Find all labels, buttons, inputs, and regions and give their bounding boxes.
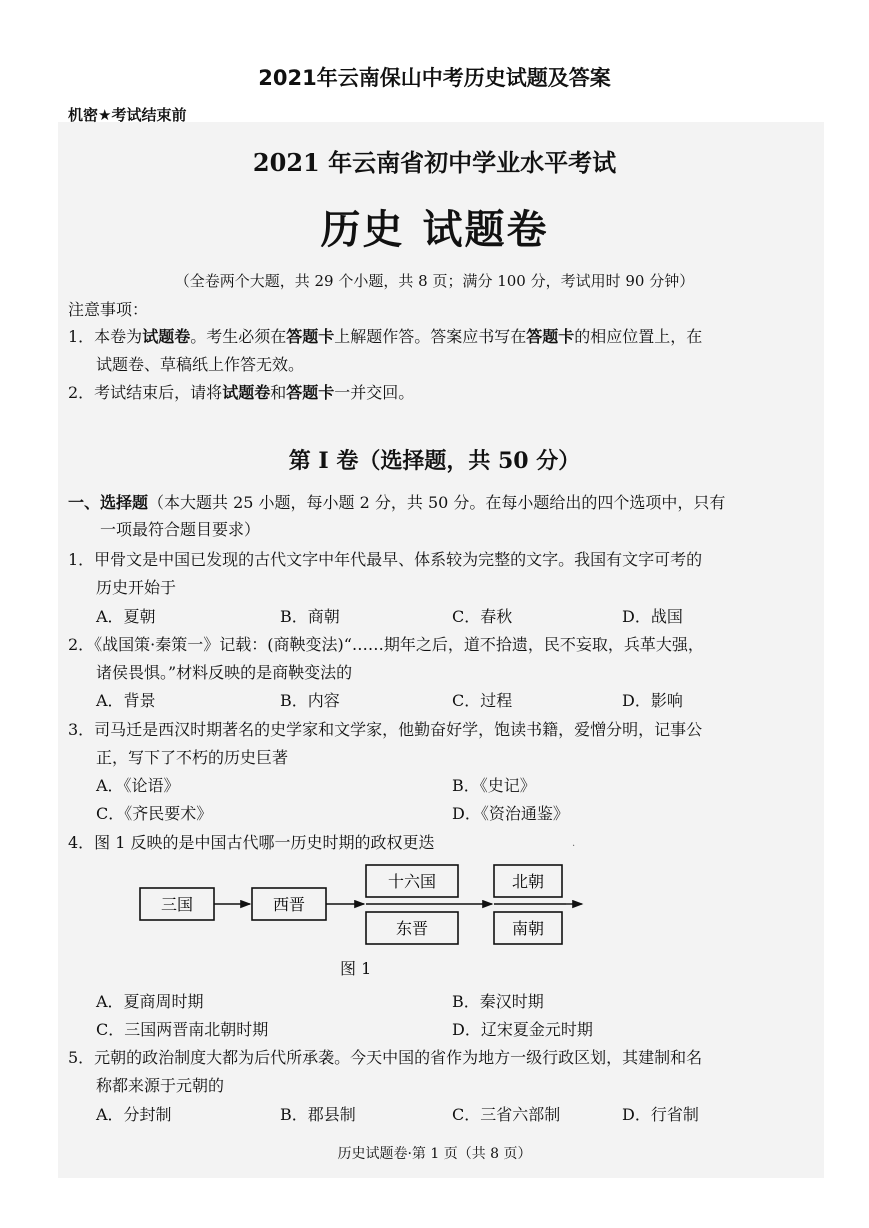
q2-option-c: C．过程 bbox=[452, 691, 513, 710]
notes-heading: 注意事项： bbox=[68, 300, 149, 319]
section-title: 第 I 卷（选择题，共 50 分） bbox=[288, 448, 581, 474]
q3-option-a: A．《论语》 bbox=[96, 776, 180, 795]
q2-option-a: A．背景 bbox=[96, 691, 156, 710]
section-heading: 一、选择题（本大题共 25 小题，每小题 2 分，共 50 分。在每小题给出的四个选项中，只有 bbox=[68, 493, 726, 512]
q3-option-d: D．《资治通鉴》 bbox=[452, 804, 569, 823]
q3-option-b: B．《史记》 bbox=[452, 776, 536, 795]
q1-option-b: B．商朝 bbox=[280, 607, 340, 626]
q5-option-d: D．行省制 bbox=[622, 1105, 699, 1124]
paper-title-type: 试题卷 bbox=[422, 206, 549, 253]
label-shiliuguo: 十六国 bbox=[387, 872, 437, 891]
note-1-line2: 试题卷、草稿纸上作答无效。 bbox=[96, 355, 305, 374]
q5-option-a: A．分封制 bbox=[96, 1105, 172, 1124]
label-dongjin: 东晋 bbox=[395, 919, 429, 938]
q2-option-d: D．影响 bbox=[622, 691, 683, 710]
q3-option-c: C．《齐民要术》 bbox=[96, 804, 213, 823]
q1-option-a: A．夏朝 bbox=[96, 607, 156, 626]
q1-option-d: D．战国 bbox=[622, 607, 683, 626]
figure-1-diagram bbox=[130, 860, 590, 950]
label-sanguo: 三国 bbox=[160, 895, 194, 914]
figure-1-caption: 图 1 bbox=[340, 959, 372, 978]
question-5: 5．元朝的政治制度大都为后代所承袭。今天中国的省作为地方一级行政区划，其建制和名 bbox=[68, 1048, 703, 1067]
label-beichao: 北朝 bbox=[511, 872, 545, 891]
q5-option-c: C．三省六部制 bbox=[452, 1105, 561, 1124]
q5-option-b: B．郡县制 bbox=[280, 1105, 356, 1124]
q1-option-c: C．春秋 bbox=[452, 607, 513, 626]
note-2: 2．考试结束后，请将试题卷和答题卡一并交回。 bbox=[68, 383, 415, 402]
q2-option-b: B．内容 bbox=[280, 691, 340, 710]
exam-name: 2021 年云南省初中学业水平考试 bbox=[252, 148, 617, 177]
exam-info: （全卷两个大题，共 29 个小题，共 8 页；满分 100 分，考试用时 90 分钟） bbox=[174, 272, 695, 290]
label-xijin: 西晋 bbox=[272, 895, 306, 914]
label-nanchao: 南朝 bbox=[511, 919, 545, 938]
q4-option-a: A．夏商周时期 bbox=[96, 992, 204, 1011]
question-1-line2: 历史开始于 bbox=[96, 578, 177, 597]
question-3-line2: 正，写下了不朽的历史巨著 bbox=[96, 748, 289, 767]
confidential-mark: 机密★考试结束前 bbox=[68, 106, 187, 124]
question-3: 3．司马迁是西汉时期著名的史学家和文学家，他勤奋好学，饱读书籍，爱憎分明，记事公 bbox=[68, 720, 703, 739]
section-heading-line2: 一项最符合题目要求） bbox=[100, 520, 261, 539]
question-2: 2．《战国策·秦策一》记载：(商鞅变法)“……期年之后，道不拾遗，民不妄取，兵革大强， bbox=[68, 635, 704, 654]
q4-option-d: D．辽宋夏金元时期 bbox=[452, 1020, 593, 1039]
q4-option-c: C．三国两晋南北朝时期 bbox=[96, 1020, 269, 1039]
paper-title-subject: 历史 bbox=[320, 206, 405, 253]
question-4: 4．图 1 反映的是中国古代哪一历史时期的政权更迭 bbox=[68, 833, 435, 852]
document-title: 2021年云南保山中考历史试题及答案 bbox=[258, 66, 611, 90]
question-1: 1．甲骨文是中国已发现的古代文字中年代最早、体系较为完整的文字。我国有文字可考的 bbox=[68, 550, 703, 569]
question-5-line2: 称都来源于元朝的 bbox=[96, 1076, 225, 1095]
page-footer: 历史试题卷·第 1 页（共 8 页） bbox=[337, 1146, 532, 1162]
paper-title bbox=[0, 198, 869, 255]
q4-option-b: B．秦汉时期 bbox=[452, 992, 544, 1011]
stray-dot: . bbox=[572, 838, 576, 849]
note-1: 1．本卷为试题卷。考生必须在答题卡上解题作答。答案应书写在答题卡的相应位置上，在 bbox=[68, 327, 703, 346]
question-2-line2: 诸侯畏惧。”材料反映的是商鞅变法的 bbox=[96, 663, 353, 682]
